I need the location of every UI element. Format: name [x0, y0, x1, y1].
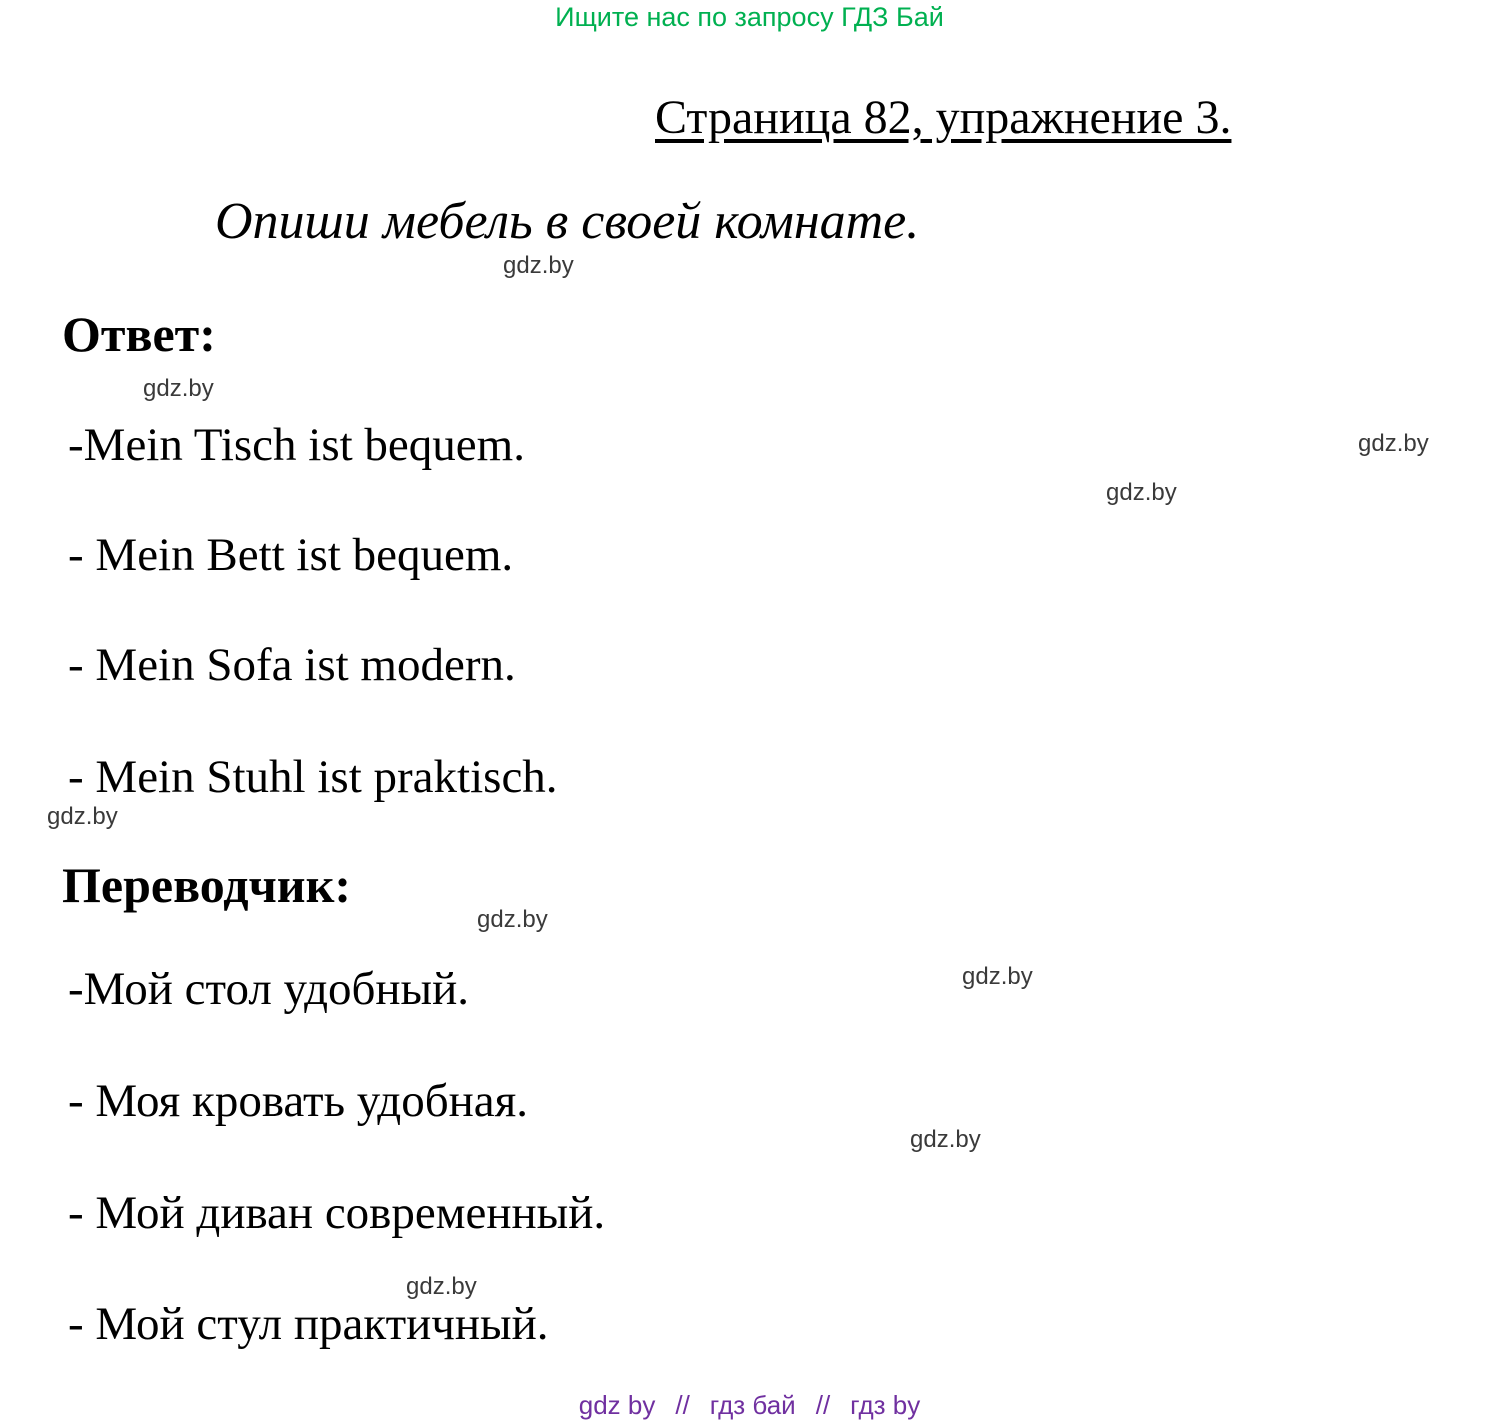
- translation-line: - Мой стул практичный.: [68, 1298, 549, 1350]
- answer-line: - Mein Sofa ist modern.: [68, 639, 516, 691]
- page-title: Страница 82, упражнение 3.: [655, 91, 1232, 144]
- exercise-task: Опиши мебель в своей комнате.: [215, 193, 920, 250]
- answer-line: -Mein Tisch ist bequem.: [68, 419, 525, 471]
- watermark: gdz.by: [910, 1126, 981, 1153]
- watermark: gdz.by: [406, 1273, 477, 1300]
- watermark: gdz.by: [503, 252, 574, 279]
- watermark: gdz.by: [1358, 430, 1429, 457]
- promo-banner: Ищите нас по запросу ГДЗ Бай: [555, 2, 944, 32]
- translation-line: - Мой диван современный.: [68, 1187, 606, 1239]
- footer-link-gdz-by-2[interactable]: гдз by: [850, 1390, 921, 1420]
- footer-link-gdz-bai[interactable]: гдз бай: [709, 1390, 796, 1420]
- watermark: gdz.by: [962, 963, 1033, 990]
- footer-separator: //: [815, 1390, 831, 1420]
- answer-heading: Ответ:: [62, 306, 216, 362]
- translation-line: - Моя кровать удобная.: [68, 1075, 529, 1127]
- footer: [0, 1390, 1499, 1421]
- footer-link-gdz-by[interactable]: gdz by: [578, 1390, 656, 1420]
- answer-line: - Mein Stuhl ist praktisch.: [68, 751, 558, 803]
- watermark: gdz.by: [477, 906, 548, 933]
- footer-separator: //: [675, 1390, 690, 1420]
- translation-line: -Мой стол удобный.: [68, 963, 470, 1015]
- translation-heading: Переводчик:: [62, 857, 352, 913]
- watermark: gdz.by: [47, 803, 118, 830]
- watermark: gdz.by: [1106, 479, 1177, 506]
- watermark: gdz.by: [143, 375, 214, 402]
- answer-line: - Mein Bett ist bequem.: [68, 529, 514, 581]
